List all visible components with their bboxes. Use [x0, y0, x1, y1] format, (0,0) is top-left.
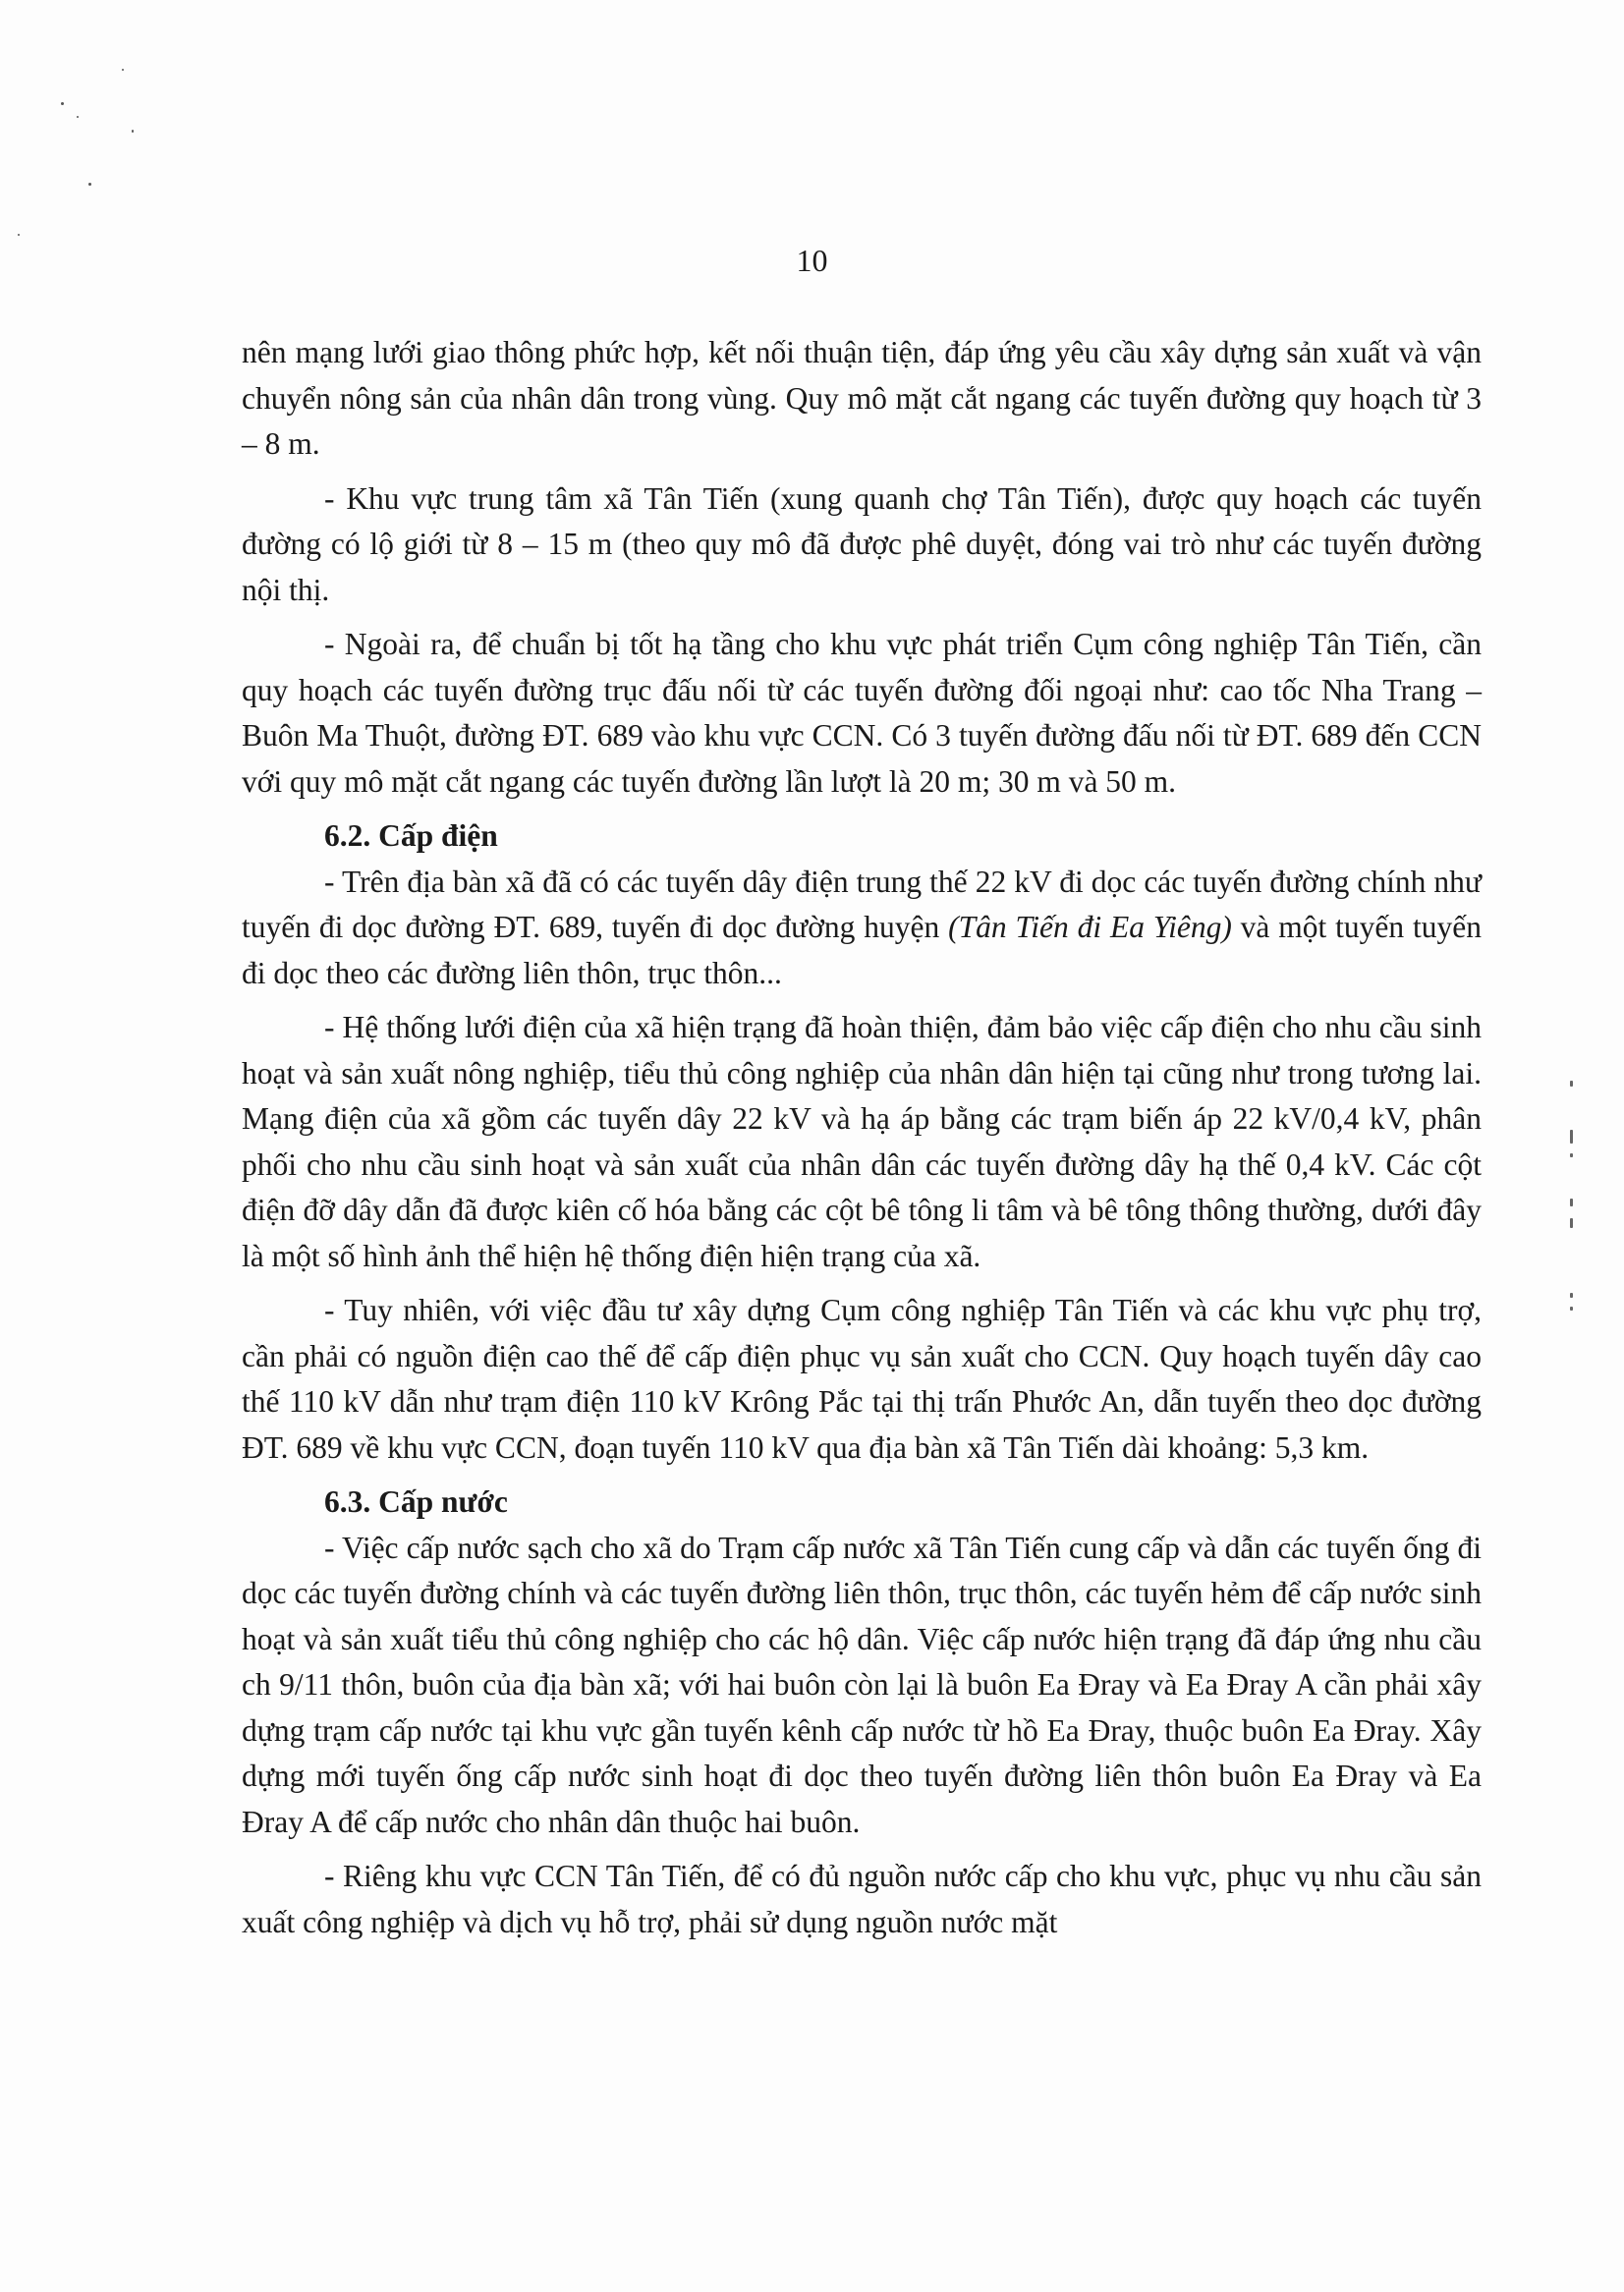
paragraph-industrial-cluster-roads: - Ngoài ra, để chuẩn bị tốt hạ tầng cho khu vực phát triển Cụm công nghiệp Tân Tiến, cần quy hoạch các tuyến đường trục đấu nối từ các tuyến đường đối ngoại như: cao tốc Nha Trang – Buôn Ma Thuột, đường ĐT. 689 vào khu vực CCN. Có 3 tuyến đường đấu nối từ ĐT. 689 đến CCN với quy mô mặt cắt ngang các tuyến đường lần lượt là 20 m; 30 m và 50 m. — [242, 627, 1482, 799]
scan-speck — [18, 234, 20, 236]
paragraph-power-lines-end: và một tuyến tuyến đi dọc theo các đường liên thôn, trục thôn... — [242, 910, 1483, 990]
scan-edge-marks — [1562, 1061, 1582, 1316]
paragraph-power-lines-start: - Trên địa bàn xã đã có các tuyến dây điện trung thế 22 kV đi dọc các tuyến đường chính như tuyến đi dọc đường ĐT. 689, tuyến đi dọc đường huyện — [242, 864, 1482, 944]
scan-speck — [61, 102, 64, 105]
paragraph-high-voltage-plan: - Tuy nhiên, với việc đầu tư xây dựng Cụm công nghiệp Tân Tiến và các khu vực phụ trợ, cần phải có nguồn điện cao thế để cấp điện phục vụ sản xuất cho CCN. Quy hoạch tuyến dây cao thế 110 kV dẫn như trạm điện 110 kV Krông Pắc tại thị trấn Phước An, dẫn tuyến theo dọc đường ĐT. 689 về khu vực CCN, đoạn tuyến 110 kV qua địa bàn xã Tân Tiến dài khoảng: 5,3 km. — [242, 1293, 1482, 1465]
paragraph-power-grid-status: - Hệ thống lưới điện của xã hiện trạng đã hoàn thiện, đảm bảo việc cấp điện cho nhu cầu sinh hoạt và sản xuất nông nghiệp, tiểu thủ công nghiệp của nhân dân hiện tại cũng như trong tương lai. Mạng điện của xã gồm các tuyến dây 22 kV và hạ áp bằng các trạm biến áp 22 kV/0,4 kV, phân phối cho nhu cầu sinh hoạt và sản xuất của nhân dân các tuyến đường dây hạ thế 0,4 kV. Các cột điện đỡ dây dẫn đã được kiên cố hóa bằng các cột bê tông li tâm và bê tông thông thường, dưới đây là một số hình ảnh thể hiện hệ thống điện hiện trạng của xã. — [242, 1010, 1482, 1273]
paragraph-clean-water-supply: - Việc cấp nước sạch cho xã do Trạm cấp nước xã Tân Tiến cung cấp và dẫn các tuyến ống đi dọc các tuyến đường chính và các tuyến đường liên thôn, trục thôn, các tuyến hẻm để cấp nước sinh hoạt và sản xuất tiểu thủ công nghiệp cho các hộ dân. Việc cấp nước hiện trạng đã đáp ứng nhu cầu ch 9/11 thôn, buôn của địa bàn xã; với hai buôn còn lại là buôn Ea Đray và Ea Đray A cần phải xây dựng trạm cấp nước tại khu vực gần tuyến kênh cấp nước từ hồ Ea Đray, thuộc buôn Ea Đray. Xây dựng mới tuyến ống cấp nước sinh hoạt đi dọc theo tuyến đường liên thôn buôn Ea Đray và Ea Đray A để cấp nước cho nhân dân thuộc hai buôn. — [242, 1530, 1482, 1839]
paragraph-power-lines — [242, 860, 1482, 997]
scan-speck — [77, 116, 79, 118]
scan-speck — [88, 183, 91, 186]
page-number: 10 — [796, 243, 828, 278]
section-heading-water-supply: 6.3. Cấp nước — [324, 1484, 508, 1519]
section-heading-power-supply: 6.2. Cấp điện — [324, 818, 498, 853]
paragraph-power-lines-route: (Tân Tiến đi Ea Yiêng) — [948, 910, 1232, 944]
document-body — [242, 330, 1482, 1945]
paragraph-town-center-roads: - Khu vực trung tâm xã Tân Tiến (xung quanh chợ Tân Tiến), được quy hoạch các tuyến đường có lộ giới từ 8 – 15 m (theo quy mô đã được phê duyệt, đóng vai trò như các tuyến đường nội thị. — [242, 480, 1482, 607]
scan-speck — [132, 130, 134, 133]
paragraph-road-network: nên mạng lưới giao thông phức hợp, kết nối thuận tiện, đáp ứng yêu cầu xây dựng sản xuất và vận chuyển nông sản của nhân dân trong vùng. Quy mô mặt cắt ngang các tuyến đường quy hoạch từ 3 – 8 m. — [242, 335, 1482, 461]
scan-speck — [122, 69, 124, 71]
paragraph-cluster-water-source: - Riêng khu vực CCN Tân Tiến, để có đủ nguồn nước cấp cho khu vực, phục vụ nhu cầu sản xuất công nghiệp và dịch vụ hỗ trợ, phải sử dụng nguồn nước mặt — [242, 1859, 1482, 1939]
